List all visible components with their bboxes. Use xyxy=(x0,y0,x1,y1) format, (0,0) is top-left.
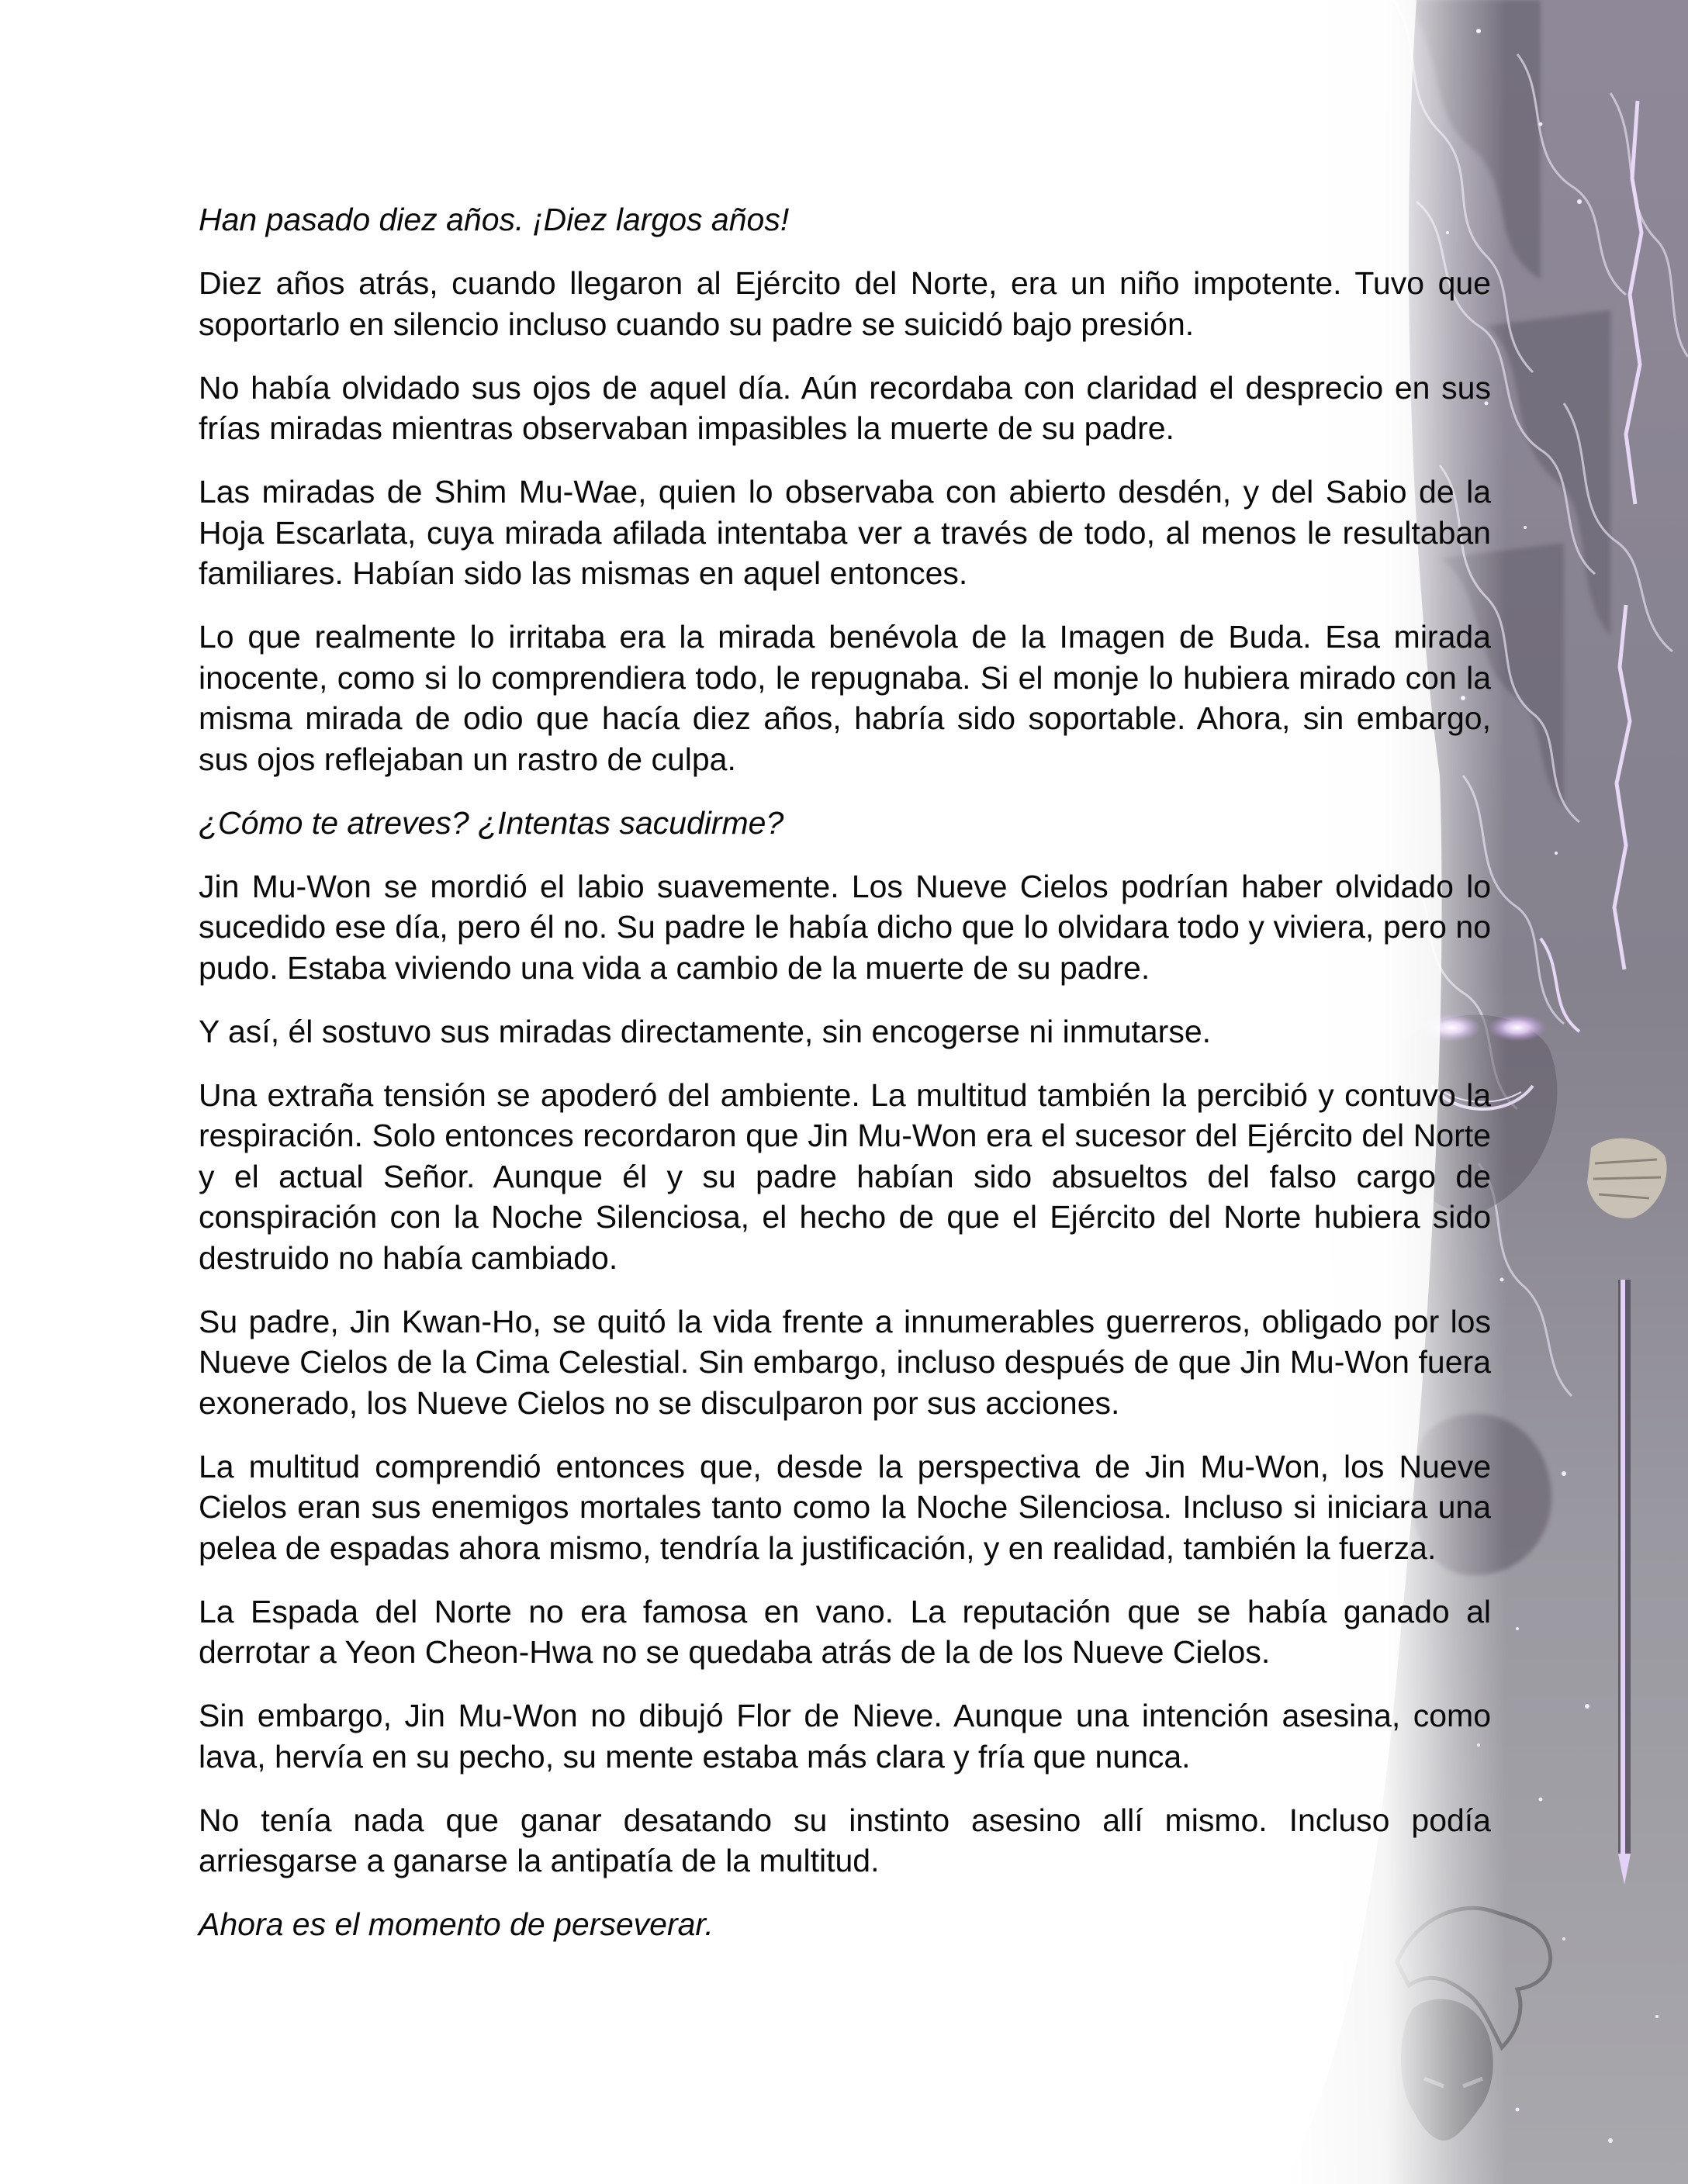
paragraph-5: Lo que realmente lo irritaba era la mirada benévola de la Imagen de Buda. Esa mirada inocente, como si lo comprendiera todo, le repugnaba. Si el monje lo hubiera mirado con la misma mirada de odio que hacía diez años, habría sido soportable. Ahora, sin embargo, sus ojos reflejaban un rastro de culpa. xyxy=(199,619,1491,777)
paragraph-2: Diez años atrás, cuando llegaron al Ejército del Norte, era un niño impotente. Tuvo que soportarlo en silencio incluso cuando su padre se suicidó bajo presión. xyxy=(199,265,1491,342)
paragraph-9: Una extraña tensión se apoderó del ambiente. La multitud también la percibió y contuvo la respiración. Solo entonces recordaron que Jin Mu-Won era el sucesor del Ejército del Norte y el actual Señor. Aunque él y su padre habían sido absueltos del falso cargo de conspiración con la Noche Silenciosa, el hecho de que el Ejército del Norte hubiera sido destruido no había cambiado. xyxy=(199,1076,1491,1276)
paragraph-14: No tenía nada que ganar desatando su instinto asesino allí mismo. Incluso podía arriesgarse a ganarse la antipatía de la multitud. xyxy=(199,1802,1491,1878)
paragraph-15: Ahora es el momento de perseverar. xyxy=(199,1906,714,1942)
document-body xyxy=(199,199,1491,1968)
paragraph-1: Han pasado diez años. ¡Diez largos años! xyxy=(199,202,790,237)
paragraph-3: No había olvidado sus ojos de aquel día. Aún recordaba con claridad el desprecio en sus frías miradas mientras observaban impasibles la muerte de su padre. xyxy=(199,369,1491,446)
paragraph-4: Las miradas de Shim Mu-Wae, quien lo observaba con abierto desdén, y del Sabio de la Hoja Escarlata, cuya mirada afilada intentaba ver a través de todo, al menos le resultaban familiares. Habían sido las mismas en aquel entonces. xyxy=(199,474,1491,591)
paragraph-6: ¿Cómo te atreves? ¿Intentas sacudirme? xyxy=(199,804,784,841)
paragraph-13: Sin embargo, Jin Mu-Won no dibujó Flor de Nieve. Aunque una intención asesina, como lava, hervía en su pecho, su mente estaba más clara y fría que nunca. xyxy=(199,1698,1491,1774)
paragraph-10: Su padre, Jin Kwan-Ho, se quitó la vida frente a innumerables guerreros, obligado por los Nueve Cielos de la Cima Celestial. Sin embargo, incluso después de que Jin Mu-Won fuera exonerado, los Nueve Cielos no se disculparon por sus acciones. xyxy=(199,1303,1491,1421)
paragraph-8: Y así, él sostuvo sus miradas directamente, sin encogerse ni inmutarse. xyxy=(199,1013,1212,1049)
paragraph-7: Jin Mu-Won se mordió el labio suavemente. Los Nueve Cielos podrían haber olvidado lo sucedido ese día, pero él no. Su padre le había dicho que lo olvidara todo y viviera, pero no pudo. Estaba viviendo una vida a cambio de la muerte de su padre. xyxy=(199,868,1491,986)
paragraph-12: La Espada del Norte no era famosa en vano. La reputación que se había ganado al derrotar a Yeon Cheon-Hwa no se quedaba atrás de la de los Nueve Cielos. xyxy=(199,1593,1491,1670)
paragraph-11: La multitud comprendió entonces que, desde la perspectiva de Jin Mu-Won, los Nueve Cielos eran sus enemigos mortales tanto como la Noche Silenciosa. Incluso si iniciara una pelea de espadas ahora mismo, tendría la justificación, y en realidad, también la fuerza. xyxy=(199,1448,1491,1566)
